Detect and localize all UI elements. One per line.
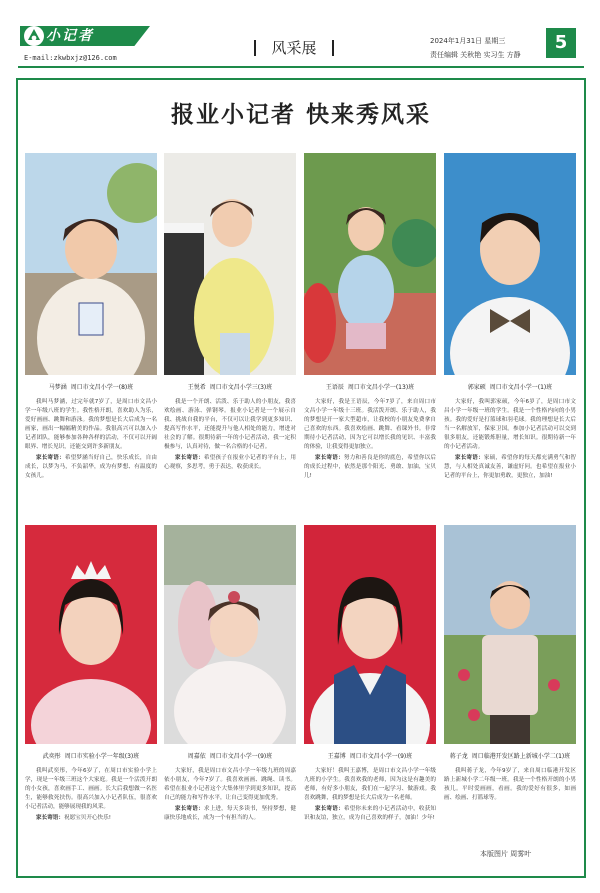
portrait-image [444,524,576,744]
profile-card [444,524,576,803]
profile-card [304,153,436,481]
photo-credit: 本版图片 周雾叶 [480,850,532,858]
profile-caption [444,382,576,391]
student-name: 武奕彤 [42,753,61,760]
profile-card [444,153,576,481]
parent-message-text: 希望梦涵当好自己，快乐成长，自由成长，以梦为马，不负韶华，成为有梦想、有温度的女孩儿。 [25,455,157,479]
section-title: 风采展 [252,36,336,60]
parent-message-label: 家长寄语： [175,806,204,812]
student-name: 王语辰 [325,384,344,391]
student-bio: 大家好，我是周口市文昌小学一年级九班的周嘉依小朋友，今年7岁了。我喜欢画画、跳绳、读书。希望在报业小记者这个大集体里学到更多知识，提高自己的能力和写作水平，让自己变得更加优秀。 [164,768,296,801]
parent-message-label: 家长寄语： [36,455,65,461]
profile-photo [304,153,436,375]
student-bio: 大家好！我叫王嘉博，是周口市文昌小学一年级九班的小学生。我喜欢我的老师，因为这是有趣美的老师，有好多小朋友，我们在一起学习、做游戏。我喜欢跳舞，我的梦想是长大后成为一名老师。 [304,768,436,801]
portrait-image [444,153,576,375]
student-school: 周口市文昌小学一(9)班 [209,753,273,760]
profile-card [164,524,296,823]
student-bio: 我是一个开朗、活泼、乐于助人的小朋友，我喜欢绘画、游泳、弹钢琴。报业小记者是一个展示自我、挑战自我的平台，不仅可以让我学到更多知识、提高写作水平，还能提升与他人相处的能力，增进对社会的了解。很期待新一年的小记者活动，我一定积极参与，认真对待，做一名合格的小记者。 [164,399,296,450]
parent-message-label: 家长寄语： [315,455,344,461]
portrait-image [304,153,436,375]
headline: 报业小记者 快来秀风采 [170,101,431,128]
brand-name: 小记者 [46,28,94,44]
parent-message [25,814,157,823]
student-school: 周口临港开发区路上新城小学二(1)班 [471,753,571,760]
parent-message-text: 希望孩子在报业小记者的平台上，用心观察，多思考，勇于表达，收获成长。 [164,455,296,470]
editor-credits: 责任编辑 关秋艳 实习生 方静 [430,51,521,59]
parent-message-text: 祝愿宝贝开心快乐! [63,815,111,821]
brand-logo-icon [22,24,46,48]
parent-message-text: 希望你未来的小记者活动中，收获知识和友谊，独立，成为自己喜欢的样子，加油！少年! [304,806,436,821]
portrait-image [164,153,296,375]
parent-message-text: 努力和善良是你的底色，希望你以后的成长过程中，依然是那个阳光、勇敢、加油，宝贝儿! [304,455,436,479]
parent-message [164,454,296,472]
student-school: 周口市文昌小学一(8)班 [70,384,134,391]
profile-photo [444,524,576,744]
parent-message-text: 求上进，每天多读书，坚持梦想，健康快乐地成长，成为一个有担当的人。 [164,806,296,821]
student-school: 周口市文昌小学一(1)班 [489,384,553,391]
profile-photo [164,153,296,375]
student-bio: 大家好，我叫郭家硕，今年6岁了，是周口市文昌小学一年级一班的学生。我是一个性格内向的小男孩。我的爱好是打篮球和羽毛球。我的理想是长大后当一名解放军，保家卫国。参加小记者活动可以交到很多朋友，还能锻炼胆量，增长知识。很期待新一年的小记者活动。 [444,399,576,450]
masthead-rule [18,66,584,68]
parent-message-label: 家长寄语： [36,815,64,821]
student-name: 周嘉依 [187,753,206,760]
profile-caption [444,751,576,760]
portrait-image [164,524,296,744]
profile-photo [304,524,436,744]
student-bio: 我叫武奕彤，今年6岁了，在周口市实验小学上学，现是一年级三班这个大家庭。我是一个活泼开朗的小女孩，喜欢画手工、画画。长大后我想做一名医生，能够救死扶伤。很高兴加入小记者队伍，很喜欢小记者活动，能够展现我的风采。 [25,768,157,810]
parent-message [25,454,157,481]
profile-photo [164,524,296,744]
parent-message [444,454,576,481]
profile-caption [304,751,436,760]
profile-card [25,524,157,823]
parent-message-label: 家长寄语： [315,806,344,812]
profile-caption [164,751,296,760]
student-bio: 大家好，我是王语辰，今年7岁了，来自周口市文昌小学一年级十三班。我活泼开朗、乐于助人，我的梦想是开一家大型超市，让我校的小朋友免费拿自己喜欢的东西。我喜欢绘画、跳舞、看课外书。非常期待小记者活动，因为它可以增长我的见识、丰富我的体验，让我变得更加独立。 [304,399,436,450]
parent-message-text: 家硕，希望你的每天都充满勇气和智慧，与人相处真诚友善，谦虚好问。也希望在报业小记者的平台上，你更加勇敢，更独立，加油! [444,455,576,479]
profile-caption [164,382,296,391]
parent-message [164,805,296,823]
student-school: 周口市文昌小学一(9)班 [349,753,413,760]
profile-caption [25,382,157,391]
profile-card [304,524,436,823]
profile-caption [304,382,436,391]
portrait-image [25,524,157,744]
page-number: 5 [546,28,576,58]
parent-message-label: 家长寄语： [455,455,484,461]
student-school: 周口市文昌小学一(13)班 [347,384,415,391]
parent-message-label: 家长寄语： [175,455,204,461]
portrait-image [25,153,157,375]
parent-message [304,805,436,823]
portrait-image [304,524,436,744]
masthead [0,0,600,70]
student-name: 王悦希 [187,384,206,391]
student-school: 周口市文昌小学三(3)班 [209,384,273,391]
student-name: 蒋子龙 [449,753,468,760]
student-school: 周口市实验小学一年级(3)班 [64,753,140,760]
issue-date: 2024年1月31日 星期三 [430,37,506,45]
student-name: 马梦涵 [48,384,67,391]
profile-photo [25,524,157,744]
student-name: 郭家硕 [467,384,486,391]
student-name: 王嘉博 [327,753,346,760]
profile-photo [444,153,576,375]
profile-card [164,153,296,472]
brand-email[interactable]: E-mail:zkwbxjz@126.com [24,54,117,62]
student-bio: 我叫马梦涵，过完年就7岁了，是周口市文昌小学一年级八班的学生。我性格开朗，喜欢助人为乐，爱好画画、跳舞和游泳。我的梦想是长大后成为一名画家，画出一幅幅精美的作品。我很高兴可以加入小记者团队，能够参加各种各样的活动，不仅可以开阔眼界、增长见识，还能交到许多新朋友。 [25,399,157,450]
parent-message [304,454,436,481]
profile-caption [25,751,157,760]
profile-card [25,153,157,481]
student-bio: 我叫蒋子龙，今年9岁了，来自周口临港开发区路上新城小学二年级一班。我是一个性格开朗的小男孩儿。平时爱画画，看画。我的爱好有很多，如画画、绘画、打篮球等。 [444,768,576,801]
profile-photo [25,153,157,375]
